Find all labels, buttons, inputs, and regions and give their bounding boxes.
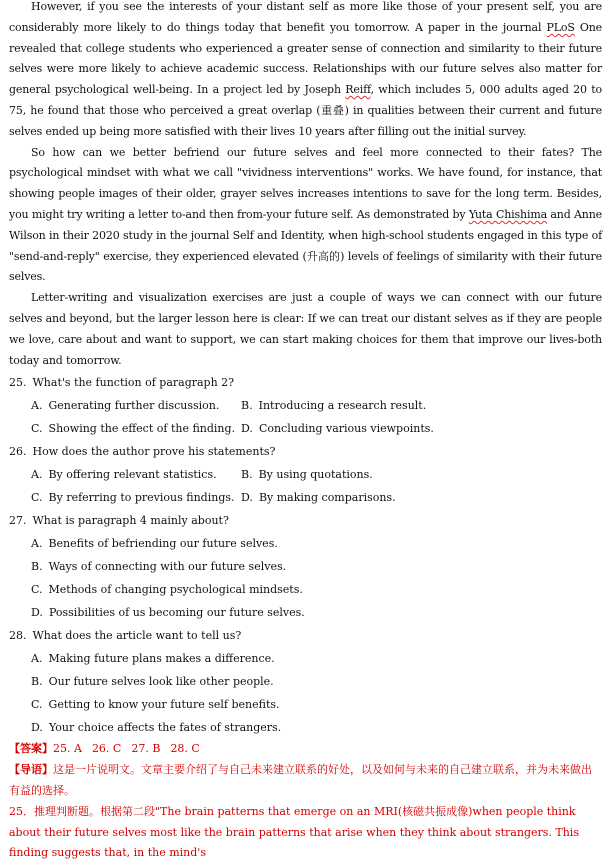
answer-option: [31, 601, 602, 624]
option-list: [31, 532, 602, 624]
question-number: 25.: [9, 376, 27, 390]
explanation-paragraph: 25．推理判断题。根据第二段"The brain patterns that emerge on an MRI(核磁共振成像)when people think about their future selves most like the brain patterns that arise when they think about strangers. This finding suggests that, in the mind's: [9, 804, 579, 860]
option-letter: B.: [241, 399, 253, 413]
option-letter: D.: [241, 422, 253, 436]
text-run: , which includes 5, 000 adults aged 20 to 75, he found that those who perceived a great overlap (重叠) in qualities between their current and future selves ended up being more satisfied with their lives 10 years after filling out the initial survey.: [9, 83, 602, 138]
question-stem: [9, 371, 602, 394]
spellcheck-word: Yuta Chishima: [468, 207, 548, 221]
question-number: 26.: [9, 445, 27, 459]
option-text: By making comparisons.: [258, 491, 396, 505]
question-list: [9, 371, 602, 739]
answer-option: [31, 578, 602, 601]
answer-item: 27. B: [131, 742, 161, 756]
option-text: Generating further discussion.: [48, 399, 220, 413]
text-run: So how can we better befriend our future selves and feel more connected to their fates? The psychological mindset with what we call "vividness interventions" works. We have found, for instance, that showing people images of their older, grayer selves increases intentions to save for the long term. Besides, you might try writing a letter to-and then from-your future self. As demonstrated by: [9, 145, 602, 221]
option-letter: C.: [31, 491, 43, 505]
option-list: [31, 647, 602, 739]
text-run: One revealed that college students who experienced a greater sense of connection and similarity to their future selves were more likely to achieve academic success. Relationships with our future selves also matter for general psychological well-being. In a project led by Joseph: [9, 20, 602, 97]
answer-item: 28. C: [170, 742, 200, 756]
option-letter: C.: [31, 698, 43, 712]
option-text: By using quotations.: [258, 468, 373, 482]
option-text: Methods of changing psychological mindsets.: [48, 583, 303, 597]
answer-option: [31, 555, 602, 578]
answer-option: [31, 463, 241, 486]
option-letter: C.: [31, 583, 43, 597]
option-text: Your choice affects the fates of strangers.: [48, 721, 282, 735]
spellcheck-word: Reiff: [345, 83, 371, 97]
option-letter: A.: [31, 652, 43, 666]
question-stem: [9, 509, 602, 532]
answer-label: 【答案】: [9, 742, 53, 756]
answer-option: [31, 647, 602, 670]
option-list: [31, 463, 602, 509]
question-text: What's the function of paragraph 2?: [32, 376, 235, 390]
answer-option: [241, 486, 541, 509]
option-list: [31, 394, 602, 440]
text-run: However, if you see the interests of your distant self as more like those of your present self, you are considerably more likely to do things today that benefit you tomorrow. A paper in the journal: [9, 0, 602, 34]
answer-item: 25. A: [53, 742, 82, 756]
option-letter: A.: [31, 537, 43, 551]
option-text: Making future plans makes a difference.: [48, 652, 275, 666]
option-letter: D.: [31, 721, 43, 735]
passage-paragraph-3: Letter-writing and visualization exercises are just a couple of ways we can connect with our future selves and beyond, but the larger lesson here is clear: If we can treat our distant selves as if they are people we love, care about and want to support, we can start making choices for them that improve our lives-both today and tomorrow.: [9, 291, 602, 367]
answer-option: [31, 417, 241, 440]
answer-option: [241, 463, 541, 486]
answer-line: [9, 739, 602, 760]
text-run: and Anne Wilson in their 2020 study in the journal Self and Identity, when high-school students engaged in this type of "send-and-reply" exercise, they experienced elevated (升高的) levels of feelings of similarity with their future selves.: [9, 207, 603, 284]
option-text: By offering relevant statistics.: [48, 468, 217, 482]
question-stem: [9, 440, 602, 463]
guide-label: 【导语】: [9, 763, 53, 777]
guide-text: 这是一片说明文。文章主要介绍了与自己未来建立联系的好处，以及如何与未来的自己建立联系，并为未来做出有益的选择。: [9, 763, 592, 797]
question-text: What does the article want to tell us?: [32, 629, 242, 643]
question-number: 28.: [9, 629, 27, 643]
answer-option: [31, 486, 241, 509]
option-letter: B.: [31, 675, 43, 689]
question-text: How does the author prove his statements?: [32, 445, 276, 459]
answer-option: [31, 670, 602, 693]
option-text: Our future selves look like other people.: [48, 675, 274, 689]
answer-option: [31, 716, 602, 739]
question-number: 27.: [9, 514, 27, 528]
option-letter: A.: [31, 468, 43, 482]
question-stem: [9, 624, 602, 647]
option-letter: B.: [241, 468, 253, 482]
answer-option: [241, 417, 541, 440]
answer-option: [31, 394, 241, 417]
option-letter: C.: [31, 422, 43, 436]
answer-item: 26. C: [91, 742, 122, 756]
option-text: Benefits of befriending our future selves.: [48, 537, 278, 551]
option-text: Showing the effect of the finding.: [48, 422, 236, 436]
option-letter: D.: [31, 606, 43, 620]
option-letter: A.: [31, 399, 43, 413]
option-text: Introducing a research result.: [258, 399, 427, 413]
spellcheck-word: PLoS: [546, 20, 575, 34]
option-letter: B.: [31, 560, 43, 574]
guide-paragraph: [9, 760, 602, 802]
answer-option: [241, 394, 541, 417]
passage-paragraph-1: [9, 0, 602, 143]
passage-paragraph-2: [9, 143, 602, 289]
question-text: What is paragraph 4 mainly about?: [32, 514, 229, 528]
option-text: By referring to previous findings.: [48, 491, 235, 505]
option-text: Possibilities of us becoming our future selves.: [48, 606, 305, 620]
option-text: Concluding various viewpoints.: [258, 422, 434, 436]
answer-option: [31, 532, 602, 555]
option-letter: D.: [241, 491, 253, 505]
answer-option: [31, 693, 602, 716]
option-text: Ways of connecting with our future selves.: [48, 560, 287, 574]
option-text: Getting to know your future self benefits.: [48, 698, 280, 712]
